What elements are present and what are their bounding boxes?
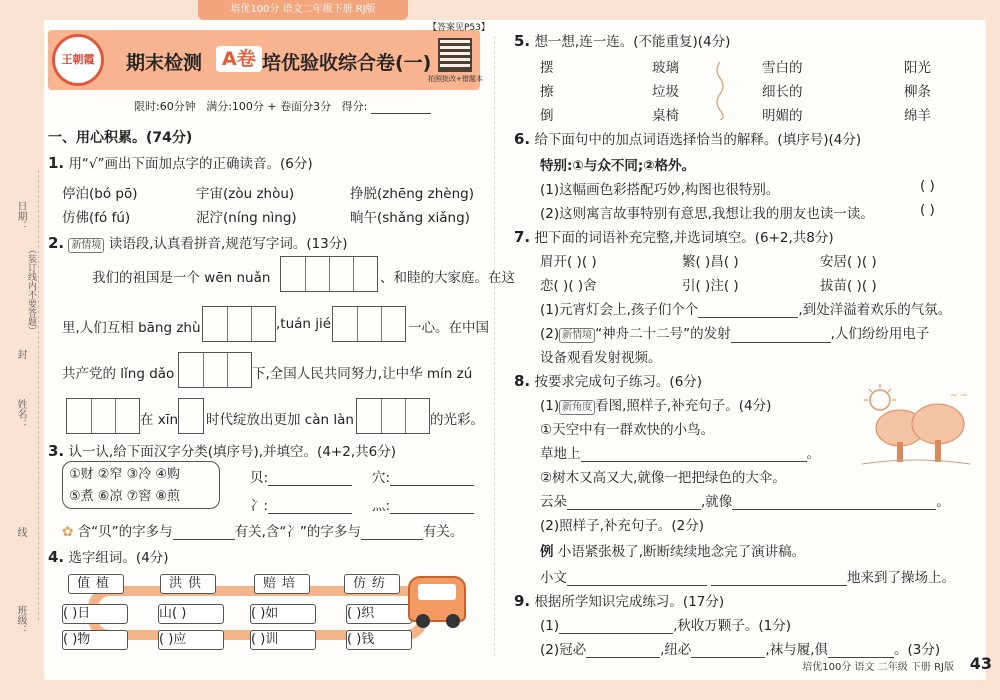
- blank[interactable]: [586, 657, 660, 658]
- q6-definition: 特别:①与众不同;②格外。: [540, 158, 696, 174]
- q8-number: 8.: [514, 372, 531, 390]
- q9-text: 根据所学知识完成练习。(17分): [534, 594, 725, 610]
- writing-grid[interactable]: [332, 306, 406, 342]
- idiom-fill[interactable]: 恋( )( )舍: [540, 278, 597, 294]
- q2-line2a: 里,人们互相 bāng zhù: [62, 320, 201, 336]
- blank[interactable]: [559, 633, 673, 634]
- score-blank[interactable]: [371, 113, 431, 114]
- writing-grid[interactable]: [178, 398, 204, 434]
- q5-col2-item[interactable]: 桌椅: [652, 108, 679, 124]
- binding-line: [38, 170, 39, 620]
- q5-col3-item[interactable]: 细长的: [762, 84, 803, 100]
- char-pair: 值植: [68, 574, 124, 594]
- q8-fill2-b: ,就像: [701, 494, 733, 510]
- answer-key-note: 【答案见P53】: [428, 23, 490, 33]
- new-angle-tag: 新角度: [559, 400, 595, 415]
- q9-number: 9.: [514, 592, 531, 610]
- q5-col1-item[interactable]: 擦: [540, 84, 554, 100]
- q8-part-2: (2)照样子,补充句子。(2分): [540, 518, 705, 534]
- q7-number: 7.: [514, 228, 531, 246]
- new-context-tag: 新情境: [559, 328, 595, 343]
- side-seal-2: 线: [15, 527, 26, 537]
- q3-number: 3.: [48, 442, 65, 460]
- svg-text:~ ~: ~ ~: [950, 391, 968, 401]
- score-label: 得分:: [341, 100, 368, 113]
- q8-text: 按要求完成句子练习。(6分): [534, 374, 703, 390]
- group-huo: [372, 494, 474, 514]
- side-class: 班级：: [15, 605, 26, 635]
- blank[interactable]: [698, 317, 798, 318]
- q9-s2a: (2)冠必: [540, 642, 587, 658]
- q9-s2d: 。(3分): [894, 642, 941, 658]
- choices-row-2: ⑤煮 ⑥凉 ⑦窖 ⑧煎: [69, 489, 181, 504]
- q8-fill-2: 云朵 ,就像 。: [540, 494, 950, 510]
- q2-text: 读语段,认真看拼音,规范写字词。(13分): [108, 236, 348, 252]
- q5-stem: [514, 30, 730, 50]
- idiom-fill[interactable]: 繁( )昌( ): [682, 254, 739, 270]
- char-pair: 洪供: [160, 574, 216, 594]
- q7-text: 把下面的词语补充完整,并选词填空。(6+2,共8分): [534, 230, 834, 246]
- q9-s1b: ,秋收万颗子。(1分): [673, 618, 792, 634]
- bus-icon: [408, 576, 466, 622]
- q1-item[interactable]: 晌午(shǎng xiǎng): [350, 210, 470, 226]
- idiom-fill[interactable]: 拔苗( )( ): [820, 278, 877, 294]
- blank[interactable]: [567, 585, 707, 586]
- exam-meta: [134, 98, 431, 114]
- writing-grid[interactable]: [178, 352, 252, 388]
- q3-fill: [62, 520, 463, 540]
- group-bing-label: 冫:: [250, 498, 269, 514]
- q2-line1b: 、和睦的大家庭。在这: [380, 270, 515, 286]
- column-divider: [494, 36, 495, 656]
- q5-col3-item[interactable]: 雪白的: [762, 60, 803, 76]
- page-number: 43: [969, 654, 992, 673]
- word-slot[interactable]: ( )织: [346, 604, 412, 624]
- group-bei: [250, 466, 352, 486]
- q4-number: 4.: [48, 548, 65, 566]
- blank[interactable]: [268, 513, 352, 514]
- q3-stem: [48, 440, 396, 460]
- q2-line1a: 我们的祖国是一个 wēn nuǎn: [92, 270, 271, 286]
- q4-stem: [48, 546, 169, 566]
- qr-code-icon[interactable]: [438, 38, 472, 72]
- q5-col1-item[interactable]: 倒: [540, 108, 554, 124]
- q3-fill-c: 有关。: [422, 524, 464, 540]
- q2-line3a: 共产党的 lǐng dǎo: [62, 366, 175, 382]
- trees-illustration: [860, 382, 972, 470]
- group-bing: [250, 494, 352, 514]
- full-score: 满分:100分 + 卷面分3分: [206, 100, 332, 113]
- q2-line2c: 一心。在中国: [408, 320, 489, 336]
- writing-grid[interactable]: [66, 398, 140, 434]
- q8-example-2: ②树木又高又大,就像一把把绿色的大伞。: [540, 470, 786, 486]
- writing-grid[interactable]: [356, 398, 430, 434]
- q9-s2c: ,袜与履,俱: [765, 642, 829, 658]
- blank[interactable]: [390, 513, 474, 514]
- q9-line-1: [540, 614, 791, 634]
- q5-col4-item[interactable]: 绵羊: [904, 108, 931, 124]
- q1-item[interactable]: 仿佛(fó fú): [62, 210, 131, 226]
- answer-paren[interactable]: ( ): [920, 202, 935, 218]
- word-slot[interactable]: ( )钱: [346, 630, 412, 650]
- q9-line-2: [540, 638, 940, 658]
- side-date: 日期：: [15, 201, 26, 231]
- top-tab: 培优100分 语文二年级下册 RJ版: [198, 0, 408, 20]
- paper-a-label: A卷: [216, 46, 262, 72]
- exam-subtitle: 培优验收综合卷(一): [262, 52, 432, 74]
- q1-item[interactable]: 泥泞(níng nìng): [196, 210, 297, 226]
- q4-text: 选字组词。(4分): [68, 550, 169, 566]
- qr-note: 拍照批改+错题本: [428, 75, 483, 83]
- blank[interactable]: [581, 461, 807, 462]
- q8-fill-1: 草地上 。: [540, 446, 820, 462]
- q8-fill1-label: 草地上: [540, 446, 581, 462]
- word-slot[interactable]: ( )如: [250, 604, 316, 624]
- q7-sentence-2: [540, 322, 929, 343]
- word-slot[interactable]: ( )物: [62, 630, 128, 650]
- q2-line4b: 时代绽放出更加 càn làn: [206, 412, 354, 428]
- q9-stem: [514, 590, 724, 610]
- side-name: 姓名：: [15, 399, 26, 429]
- q8-example-3: [540, 540, 805, 560]
- group-xue-label: 穴:: [372, 470, 391, 486]
- q7-s2c: ,人们纷纷用电子: [830, 326, 930, 342]
- brand-logo: 王朝霞: [52, 34, 104, 86]
- answer-paren[interactable]: ( ): [920, 178, 935, 194]
- exam-title: 期末检测: [126, 52, 203, 74]
- q5-col2-item[interactable]: 玻璃: [652, 60, 679, 76]
- q8-p1b: 看图,照样子,补充句子。(4分): [595, 398, 772, 414]
- group-xue: [372, 466, 474, 486]
- time-limit: 限时:60分钟: [134, 100, 196, 113]
- q2-line3b: 下,全国人民共同努力,让中华 mín zú: [252, 366, 473, 382]
- q8-example-1: ①天空中有一群欢快的小鸟。: [540, 422, 715, 438]
- character-choices: [62, 461, 220, 509]
- q8-fill-3: [540, 566, 955, 586]
- blank[interactable]: [361, 539, 423, 540]
- flower-icon: ✿: [62, 524, 74, 540]
- blank[interactable]: [268, 485, 352, 486]
- q7-s1a: (1)元宵灯会上,孩子们个个: [540, 302, 699, 318]
- q6-sentence-2: (2)这则寓言故事特别有意思,我想让我的朋友也读一读。: [540, 206, 874, 222]
- char-pair: 赔培: [254, 574, 310, 594]
- q2-line2b: ,tuán jié: [276, 316, 332, 332]
- q1-text: 用“√”画出下面加点字的正确读音。(6分): [68, 156, 313, 172]
- q1-item[interactable]: 停泊(bó pō): [62, 186, 138, 202]
- idiom-fill[interactable]: 安居( )( ): [820, 254, 877, 270]
- example-tag: 例: [540, 544, 554, 560]
- q8-fill3-a: 小文: [540, 570, 567, 586]
- blank[interactable]: [711, 585, 847, 586]
- group-bei-label: 贝:: [250, 470, 269, 486]
- q2-stem: [48, 232, 348, 253]
- q2-number: 2.: [48, 234, 65, 252]
- q3-text: 认一认,给下面汉字分类(填序号),并填空。(4+2,共6分): [68, 444, 396, 460]
- writing-grid[interactable]: [202, 306, 276, 342]
- group-huo-label: 灬:: [372, 498, 391, 514]
- q8-stem: [514, 370, 702, 390]
- q8-p1a: (1): [540, 398, 560, 414]
- q6-stem: [514, 128, 861, 148]
- footer-text: 培优100分 语文 二年级 下册 RJ版: [802, 662, 954, 673]
- q9-s2b: ,纽必: [660, 642, 692, 658]
- idiom-fill[interactable]: 眉开( )( ): [540, 254, 597, 270]
- section-1-title: 一、用心积累。(74分): [48, 130, 193, 146]
- q8-part-1: [540, 394, 771, 415]
- blank[interactable]: [732, 509, 936, 510]
- word-slot[interactable]: ( )训: [250, 630, 316, 650]
- q1-item[interactable]: 挣脱(zhēng zhèng): [350, 186, 474, 202]
- q7-s2b: “神舟二十二号”的发射: [595, 326, 731, 342]
- binding-note: （装订线内不要答题）: [26, 245, 36, 335]
- blank[interactable]: [691, 657, 765, 658]
- q1-number: 1.: [48, 154, 65, 172]
- q8-example-3-text: 小语紧张极了,断断续续地念完了演讲稿。: [557, 544, 806, 560]
- q5-col4-item[interactable]: 阳光: [904, 60, 931, 76]
- q2-line4a: 在 xīn: [140, 412, 179, 428]
- q7-sentence-2-cont: 设备观看发射视频。: [540, 350, 662, 366]
- blank[interactable]: [173, 539, 235, 540]
- blank[interactable]: [390, 485, 474, 486]
- side-seal-1: 封: [15, 349, 26, 359]
- q7-s1b: ,到处洋溢着欢乐的气氛。: [798, 302, 952, 318]
- q5-col3-item[interactable]: 明媚的: [762, 108, 803, 124]
- blank[interactable]: [567, 509, 701, 510]
- q1-item[interactable]: 宇宙(zòu zhòu): [196, 186, 295, 202]
- q2-line4c: 的光彩。: [430, 412, 484, 428]
- choices-row-1: ①财 ②窄 ③冷 ④购: [69, 467, 181, 482]
- writing-grid[interactable]: [280, 256, 378, 292]
- word-slot[interactable]: 山( ): [158, 604, 224, 624]
- decorative-squiggle: [714, 62, 726, 120]
- word-slot[interactable]: ( )应: [158, 630, 224, 650]
- new-context-tag: 新情境: [68, 238, 104, 253]
- q7-s2a: (2): [540, 326, 560, 342]
- q8-fill3-b: 地来到了操场上。: [847, 570, 955, 586]
- q5-text: 想一想,连一连。(不能重复)(4分): [534, 34, 731, 50]
- q7-stem: [514, 226, 834, 246]
- q7-sentence-1: [540, 298, 951, 318]
- blank[interactable]: [731, 342, 831, 343]
- idiom-fill[interactable]: 引( )注( ): [682, 278, 739, 294]
- q5-col2-item[interactable]: 垃圾: [652, 84, 679, 100]
- q5-col4-item[interactable]: 柳条: [904, 84, 931, 100]
- q9-s1a: (1): [540, 618, 560, 634]
- q5-number: 5.: [514, 32, 531, 50]
- word-slot[interactable]: ( )日: [62, 604, 128, 624]
- q6-text: 给下面句中的加点词语选择恰当的解释。(填序号)(4分): [534, 132, 862, 148]
- q1-stem: [48, 152, 313, 172]
- q3-fill-a: 含“贝”的字多与: [77, 524, 173, 540]
- q6-number: 6.: [514, 130, 531, 148]
- q8-fill2-a: 云朵: [540, 494, 567, 510]
- q3-fill-b: 有关,含“冫”的字多与: [234, 524, 361, 540]
- q5-col1-item[interactable]: 摆: [540, 60, 554, 76]
- q6-sentence-1: (1)这幅画色彩搭配巧妙,构图也很特别。: [540, 182, 780, 198]
- char-pair: 仿纺: [344, 574, 400, 594]
